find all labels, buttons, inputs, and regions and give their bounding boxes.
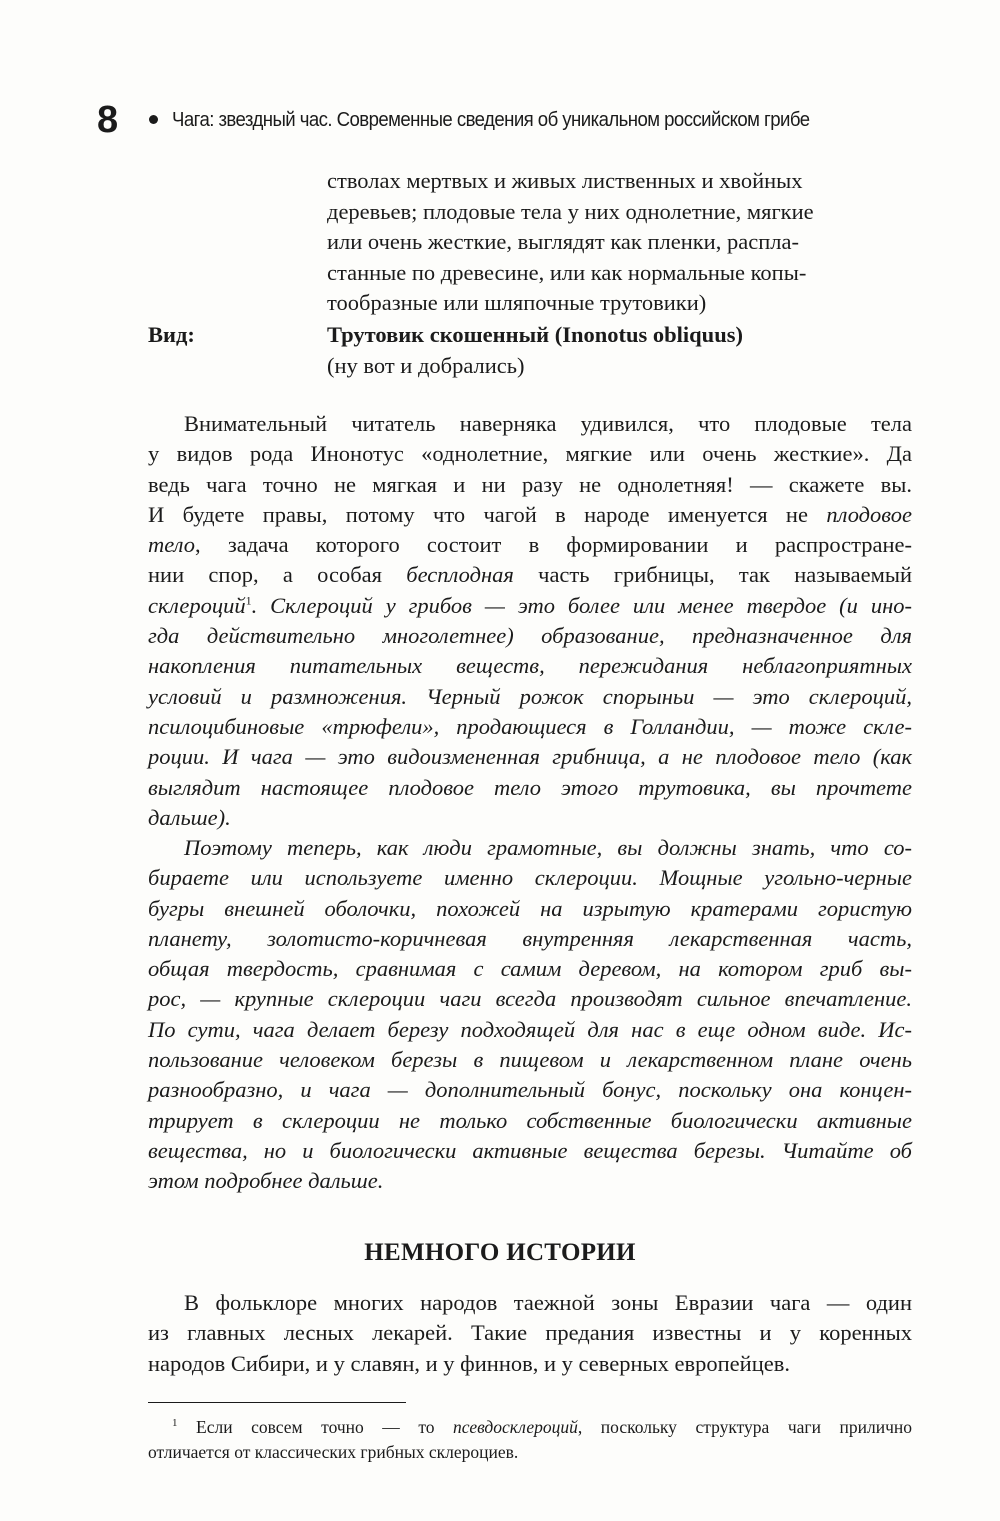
italic-run: условий и размножения. Черный рожок спорыньи — это склероций, xyxy=(148,683,912,709)
footnote-marker: 1 xyxy=(172,1417,178,1430)
running-title: Чага: звездный час. Современные сведения об уникальном российском грибе xyxy=(172,109,810,131)
text-line xyxy=(148,682,912,712)
taxonomy-description xyxy=(327,166,917,319)
text-line xyxy=(148,954,912,984)
italic-term: псевдосклероций xyxy=(453,1417,578,1437)
italic-run: дальше). xyxy=(148,804,231,830)
text-line xyxy=(148,712,912,742)
italic-run: псилоцибиновые «трюфели», продающиеся в Голландии, — тоже скле- xyxy=(148,713,912,739)
text-line xyxy=(148,1015,912,1045)
description-line: станные по древесине, или как нормальные копы- xyxy=(327,259,807,285)
text-line: у видов рода Инонотус «однолетние, мягкие или очень жесткие». Да xyxy=(148,441,912,467)
description-line: или очень жесткие, выглядят как пленки, распла- xyxy=(327,229,799,254)
footnote-line: отличается от классических грибных склероциев. xyxy=(148,1442,519,1462)
italic-run: вещества, но и биологически активные вещества березы. Читайте об xyxy=(148,1137,912,1163)
text-line: ведь чага точно не мягкая и ни разу не однолетняя! — скажете вы. xyxy=(148,471,912,497)
description-line: тообразные или шляпочные трутовики) xyxy=(327,290,707,315)
text-line xyxy=(148,560,912,590)
italic-run: этом подробнее дальше. xyxy=(148,1168,384,1194)
text-line xyxy=(148,894,912,924)
text-run: , задача которого состоит в формировании и распростране- xyxy=(195,532,912,558)
description-line: стволах мертвых и живых лиственных и хвойных xyxy=(327,168,803,193)
italic-run: планету, золотисто-коричневая внутренняя лекарственная часть, xyxy=(148,925,912,951)
text-line xyxy=(148,833,912,863)
page-number: 8 xyxy=(97,99,118,141)
text-line xyxy=(148,500,912,530)
text-line xyxy=(148,984,912,1014)
text-line xyxy=(148,530,912,560)
text-line: Внимательный читатель наверняка удивился, что плодовые тела xyxy=(184,411,912,436)
italic-term: тело xyxy=(148,532,196,558)
text-line xyxy=(148,773,912,803)
footnote-ref[interactable]: 1 xyxy=(245,593,252,608)
bullet-icon xyxy=(149,115,158,124)
text-line xyxy=(148,651,912,681)
italic-term: бесплодная xyxy=(406,562,514,588)
italic-run: общая твердость, сравнимая с самим деревом, на котором гриб вы- xyxy=(148,956,912,982)
footnote-line xyxy=(148,1415,912,1440)
italic-run: разнообразно, и чага — дополнительный бонус, поскольку она концен- xyxy=(148,1077,912,1103)
italic-run: выглядит настоящее плодовое тело этого трутовика, вы прочтете xyxy=(148,774,912,800)
text-line xyxy=(148,742,912,772)
italic-run: рос, — крупные склероции чаги всегда производят сильное впечатление. xyxy=(148,986,912,1012)
section-heading: НЕМНОГО ИСТОРИИ xyxy=(364,1239,636,1266)
description-line: деревьев; плодовые тела у них однолетние, мягкие xyxy=(327,198,814,224)
italic-run: роции. И чага — это видоизмененная грибница, а не плодовое тело (как xyxy=(148,744,912,770)
text-run: часть грибницы, так называемый xyxy=(513,562,912,588)
text-line xyxy=(148,863,912,893)
running-header xyxy=(97,96,917,144)
italic-run: гда действительно многолетнее) образование, предназначенное для xyxy=(148,623,912,649)
footnote-divider xyxy=(148,1402,406,1403)
italic-run: Поэтому теперь, как люди грамотные, вы должны знать, что со- xyxy=(184,835,912,860)
text-line xyxy=(148,803,912,833)
italic-run: бираете или используете именно склероции. Мощные угольно-черные xyxy=(148,865,912,891)
italic-term: склероций xyxy=(148,592,246,618)
paragraph-sclerotium xyxy=(148,409,912,833)
italic-run: накопления питательных веществ, пережидания неблагоприятных xyxy=(148,653,912,679)
text-run: И будете правы, потому что чагой в народе именуется не xyxy=(148,501,827,527)
text-line: из главных лесных лекарей. Такие предания известны и у коренных xyxy=(148,1320,912,1346)
text-line xyxy=(148,621,912,651)
italic-run: По сути, чага делает березу подходящей для нас в еще одном виде. Ис- xyxy=(148,1016,912,1042)
text-line xyxy=(148,1166,912,1196)
species-note: (ну вот и добрались) xyxy=(327,352,525,378)
text-line xyxy=(148,924,912,954)
text-run: , поскольку структура чаги прилично xyxy=(577,1417,912,1437)
text-line: В фольклоре многих народов таежной зоны Евразии чага — один xyxy=(184,1290,912,1315)
text-line xyxy=(148,1106,912,1136)
species-name: Трутовик скошенный (Inonotus obliquus) xyxy=(327,322,743,347)
text-line xyxy=(148,1045,912,1075)
text-run: нии спор, а особая xyxy=(148,562,407,588)
italic-run: . Склероций у грибов — это более или менее твердое (и ино- xyxy=(251,592,912,618)
italic-run: трирует в склероции не только собственные биологически активные xyxy=(148,1107,912,1133)
italic-run: бугры внешней оболочки, похожей на изрытую кратерами гористую xyxy=(148,895,912,921)
text-line xyxy=(148,1136,912,1166)
text-run: Если совсем точно — то xyxy=(177,1417,454,1437)
footnote xyxy=(148,1415,912,1465)
paragraph-grammar xyxy=(148,833,912,1197)
italic-term: плодовое xyxy=(826,501,912,527)
paragraph-history xyxy=(148,1288,912,1379)
text-line xyxy=(148,591,912,621)
italic-run: пользование человеком березы в пищевом и лекарственном плане очень xyxy=(148,1047,912,1073)
text-line xyxy=(148,1075,912,1105)
species-label: Вид: xyxy=(148,322,195,347)
text-line: народов Сибири, и у славян, и у финнов, и у северных европейцев. xyxy=(148,1350,790,1376)
